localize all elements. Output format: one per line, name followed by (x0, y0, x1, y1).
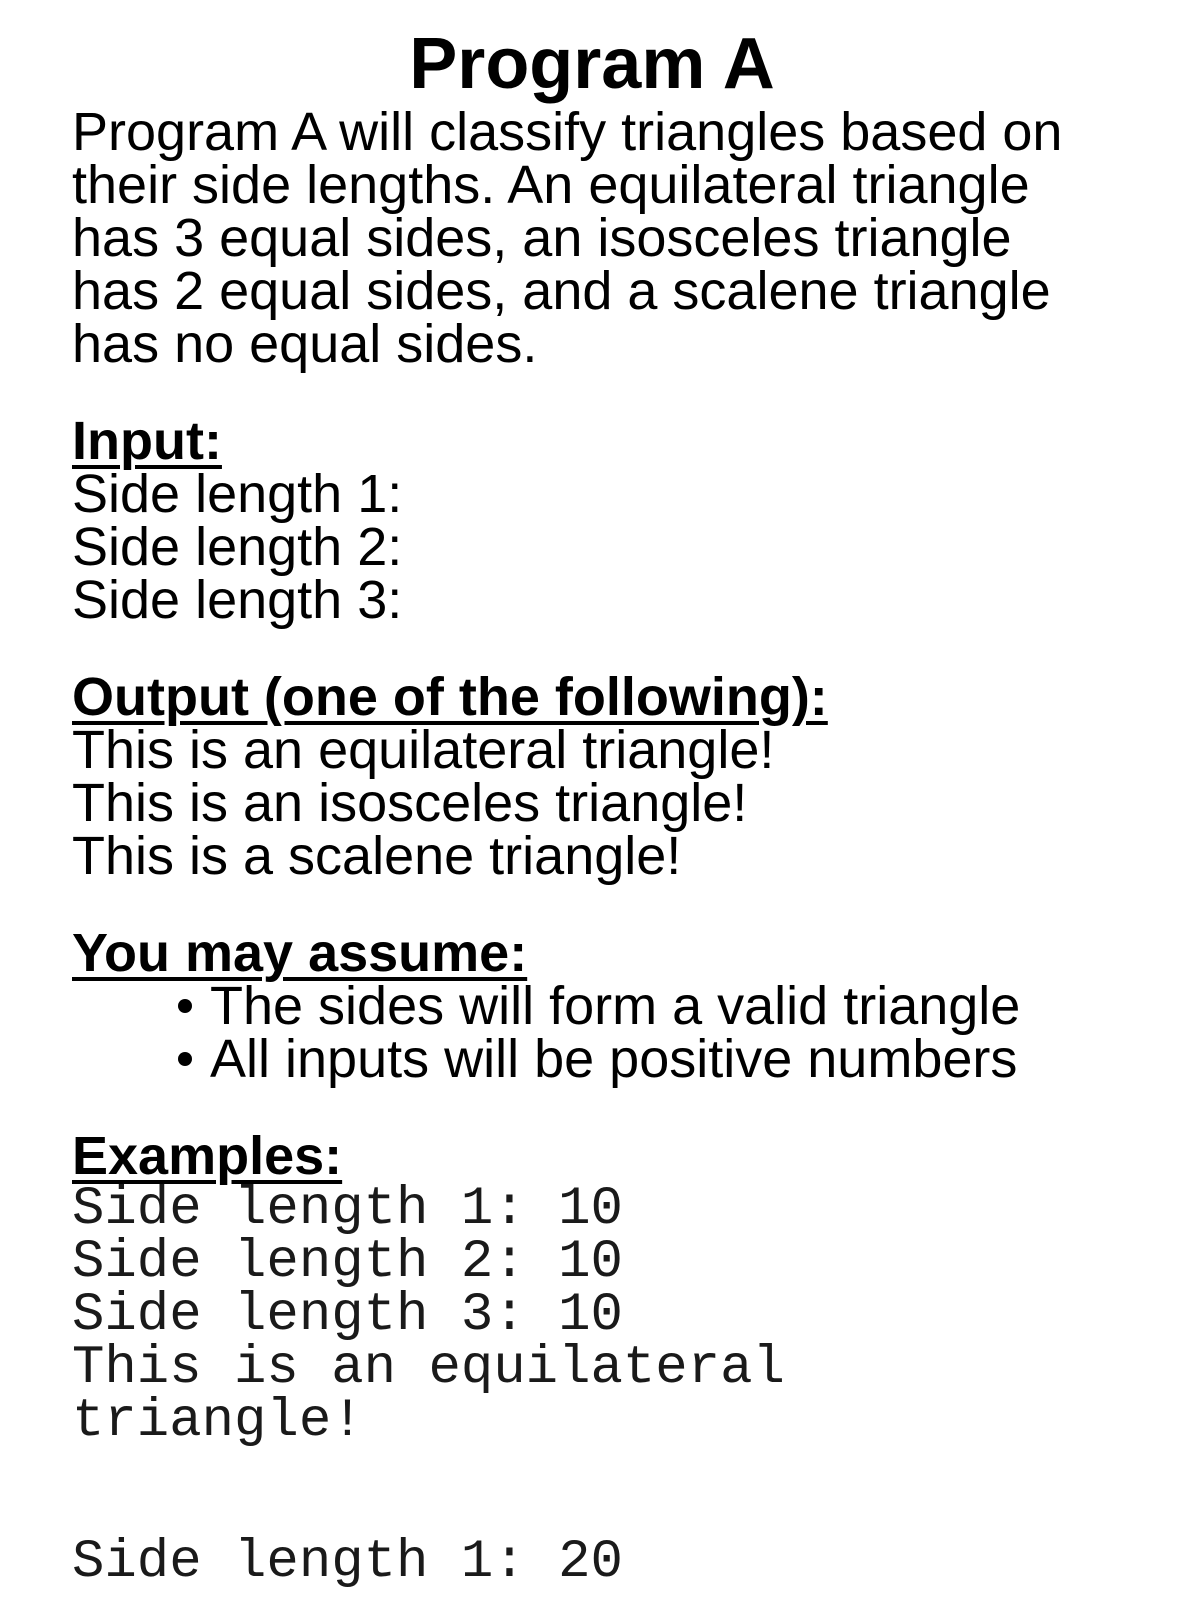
bullet-icon (178, 999, 192, 1013)
example-line: Side length 1: 20 (72, 1532, 623, 1593)
output-section (72, 667, 1152, 886)
bullet-icon (178, 1052, 192, 1066)
input-line: Side length 2: (72, 517, 403, 577)
description-line: has 3 equal sides, an isosceles triangle (72, 208, 1012, 268)
list-item (178, 976, 1152, 1036)
list-item (178, 1029, 1152, 1089)
output-heading: Output (one of the following): (72, 667, 828, 727)
example-line: Side length 2: 10 (72, 1232, 623, 1293)
spacer (72, 1086, 1152, 1130)
spacer (72, 627, 1152, 671)
example-1 (72, 1179, 1152, 1452)
list-item-text: The sides will form a valid triangle (210, 976, 1021, 1036)
description-line: their side lengths. An equilateral triangle (72, 155, 1030, 215)
assume-heading: You may assume: (72, 923, 528, 983)
examples-heading: Examples: (72, 1126, 343, 1186)
description-line: has no equal sides. (72, 314, 538, 374)
example-line: triangle! (72, 1391, 364, 1452)
input-line: Side length 1: (72, 464, 403, 524)
input-heading: Input: (72, 411, 222, 471)
output-line: This is an equilateral triangle! (72, 720, 775, 780)
description-line: has 2 equal sides, and a scalene triangle (72, 261, 1051, 321)
input-line: Side length 3: (72, 570, 403, 630)
example-line: Side length 1: 10 (72, 1179, 623, 1240)
example-line: This is an equilateral (72, 1338, 785, 1399)
input-section (72, 411, 1152, 630)
document-page (72, 22, 1152, 1593)
assume-section (72, 923, 1152, 1089)
spacer (72, 1448, 1152, 1536)
assume-list (72, 976, 1152, 1089)
description (72, 102, 1152, 374)
output-line: This is a scalene triangle! (72, 826, 682, 886)
list-item-text: All inputs will be positive numbers (210, 1029, 1018, 1089)
description-line: Program A will classify triangles based on (72, 102, 1063, 162)
example-2 (72, 1532, 1152, 1593)
spacer (72, 371, 1152, 415)
example-line: Side length 3: 10 (72, 1285, 623, 1346)
spacer (72, 883, 1152, 927)
output-line: This is an isosceles triangle! (72, 773, 748, 833)
examples-section (72, 1126, 1152, 1593)
page-title: Program A (409, 24, 775, 104)
